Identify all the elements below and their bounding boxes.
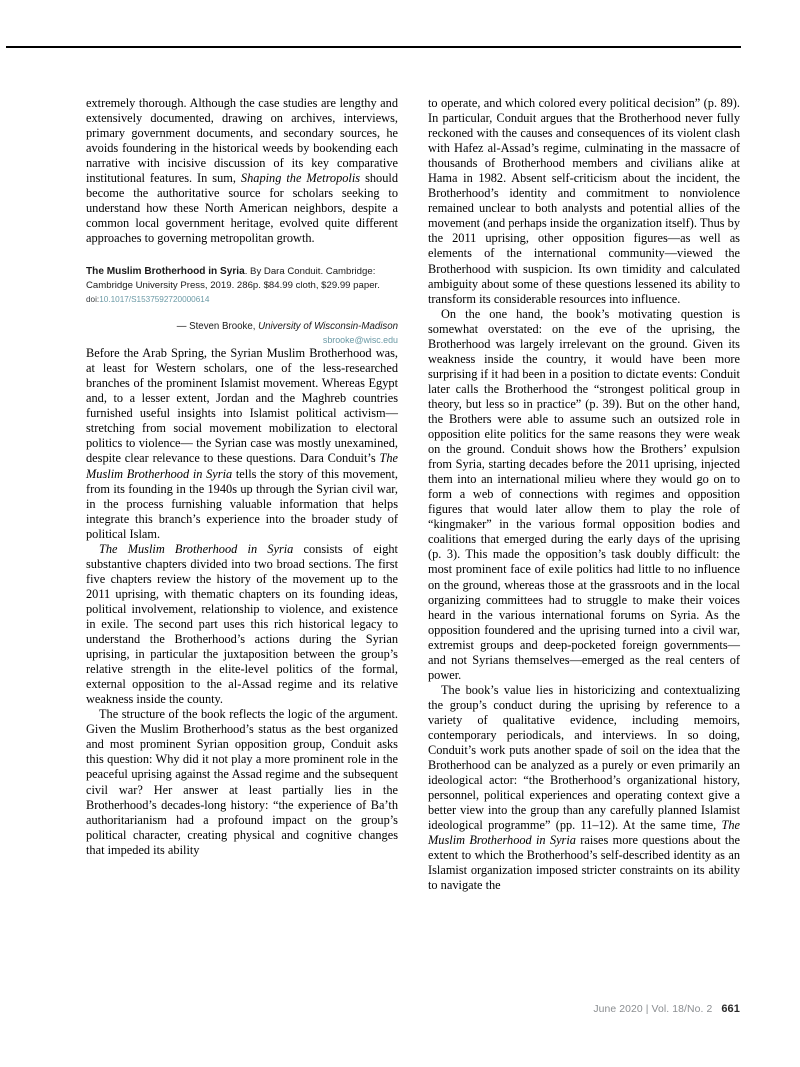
review-paragraph	[428, 96, 740, 307]
text-run: The structure of the book reflects the logic of the argument. Given the Muslim Brotherhood’s status as the best organized and most prominent Syrian opposition group, Conduit asks this question: Why did it not play a more prominent role in the peaceful uprising against the Assad regime and the subsequent civil war? Her answer at least partially lies in the Brotherhood’s decades-long history: “the experience of Ba’th authoritarianism had a profound impact on the group’s political character, creating physical and cognitive changes that impeded its ability	[86, 707, 398, 857]
reviewer-email-link[interactable]: sbrooke@wisc.edu	[322, 335, 398, 346]
footer-issue: June 2020 | Vol. 18/No. 2	[593, 1004, 713, 1015]
paragraph-continuation	[86, 96, 398, 246]
doi-line	[86, 294, 398, 305]
review-paragraph	[86, 707, 398, 857]
book-title: The Muslim Brotherhood in Syria	[86, 266, 245, 278]
page-footer	[593, 1003, 740, 1015]
text-run: should become the authoritative source for scholars seeking to understand how these North American neighbors, despite a common local government heritage, evolved quite different approaches to governing metropolitan growth.	[86, 171, 398, 246]
two-column-body	[86, 96, 741, 991]
text-run: extremely thorough. Although the case studies are lengthy and extensively documented, drawing on archives, interviews, primary government documents, and secondary sources, he avoids foundering in the historical weeds by bookending each narrative with incisive discussion of its key comparative institutional features. In sum,	[86, 96, 398, 186]
doi-link[interactable]: 10.1017/S1537592720000614	[99, 294, 210, 304]
review-paragraph	[86, 346, 398, 542]
italic-title: The Muslim Brotherhood in Syria	[428, 818, 740, 848]
italic-title: The Muslim Brotherhood in Syria	[99, 541, 294, 556]
review-paragraph	[428, 307, 740, 683]
reviewer-affiliation: University of Wisconsin-Madison	[258, 320, 398, 332]
doi-label: doi:	[86, 294, 100, 304]
book-citation-block	[86, 265, 398, 346]
right-column	[428, 96, 740, 991]
text-run: raises more questions about the extent to which the Brotherhood’s self-described identity as an Islamist organization imposed stricter constraints on its ability to navigate the	[428, 833, 740, 893]
left-column	[86, 96, 398, 991]
footer-page-number: 661	[721, 1003, 740, 1015]
italic-title: Shaping the Metropolis	[240, 171, 361, 186]
text-run: to operate, and which colored every political decision” (p. 89). In particular, Conduit argues that the Brotherhood never fully reckoned with the causes and consequences of its violent clash with Hafez al-Assad’s regime, culminating in the massacre of thousands of Brotherhood members and civilians alike at Hama in 1982. Absent self-criticism about the incident, the Brotherhood’s identity and commitment to nonviolence remained unclear to both analysts and potential allies of the movement (and perhaps inside the organization itself). Thus by the 2011 uprising, other opposition figures—as well as elements of the international community—viewed the Brotherhood with suspicion. Its own timidity and calculated ambiguity about some of these questions lessened its ability to transform its considerable resources into influence.	[428, 96, 740, 306]
text-run: tells the story of this movement, from its founding in the 1940s up through the Syrian civil war, in the process furnishing valuable information that helps integrate this branch’s experience into the broader study of political Islam.	[86, 466, 398, 541]
book-citation-details: . By Dara Conduit. Cambridge: Cambridge University Press, 2019. 286p. $84.99 cloth, $29.99 paper.	[86, 266, 380, 292]
reviewer-name: Steven Brooke,	[189, 320, 256, 332]
reviewer-email-line	[86, 334, 398, 346]
text-run: consists of eight substantive chapters divided into two broad sections. The first five chapters review the history of the movement up to the 2011 uprising, with thematic chapters on its founding ideas, political involvement, relationship to violence, and existence in exile. The second part uses this rich historical legacy to understand the Brotherhood’s actions during the Syrian uprising, in particular the juxtaposition between the group’s relative strength in the elite-level politics of the formal, external opposition to the al-Assad regime and its relative weakness inside the county.	[86, 541, 398, 707]
review-paragraph	[86, 542, 398, 708]
italic-title: The Muslim Brotherhood in Syria	[86, 451, 398, 481]
reviewer-attribution	[86, 320, 398, 334]
text-run: Before the Arab Spring, the Syrian Muslim Brotherhood was, at least for Western scholars, one of the less-researched branches of the prominent Islamist movement. Whereas Egypt and, to a lesser extent, Jordan and the Maghreb countries furnished useful insights into Islamist political activism—stretching from social movement mobilization to electoral politics to violence— the Syrian case was mostly unexamined, despite clear relevance to these questions. Dara Conduit’s	[86, 346, 398, 466]
book-citation	[86, 265, 398, 292]
text-run: On the one hand, the book’s motivating question is somewhat overstated: on the eve of the uprising, the Brotherhood was largely irrelevant on the ground. Given its weakness inside the country, it would have been more surprising if it had been in a position to dictate events: Conduit later calls the Brotherhood the “strongest political group in theory, but less so in practice” (p. 39). But on the other hand, the Brothers were able to assume such an outsized role in opposition elite politics for the same reasons they were weak on the ground. Conduit shows how the Brothers’ expulsion from Syria, starting decades before the 2011 uprising, injected them into an international milieu where they would go on to form a web of connections with regimes and opposition figures that would later allow them to play the role of “kingmaker” in the various formal opposition bodies and coalitions that emerged during the early days of the uprising (p. 3). This made the opposition’s task doubly difficult: the most prominent face of exile politics had little to no influence on the ground, whereas those at the grassroots and in the local organizing committees had to struggle to make their voices heard in the various international forums on Syria. As the opposition foundered and the uprising turned into a civil war, extremist groups and deep-pocketed foreign governments—and not Syrians themselves—emerged as the real centers of power.	[428, 306, 740, 682]
review-paragraph	[428, 683, 740, 894]
em-dash: —	[176, 320, 187, 332]
text-run: The book’s value lies in historicizing and contextualizing the group’s conduct during the uprising by reference to a variety of qualitative evidence, including memoirs, contemporary periodicals, and interviews. In so doing, Conduit’s work puts another spade of soil on the idea that the Brotherhood can be analyzed as a purely or even primarily an ideological actor: “the Brotherhood’s organizational history, personnel, political experiences and operating context give a better view into the group than any carefully planned Islamist ideological programme” (pp. 11–12). At the same time,	[428, 682, 740, 833]
header-rule	[6, 46, 741, 48]
